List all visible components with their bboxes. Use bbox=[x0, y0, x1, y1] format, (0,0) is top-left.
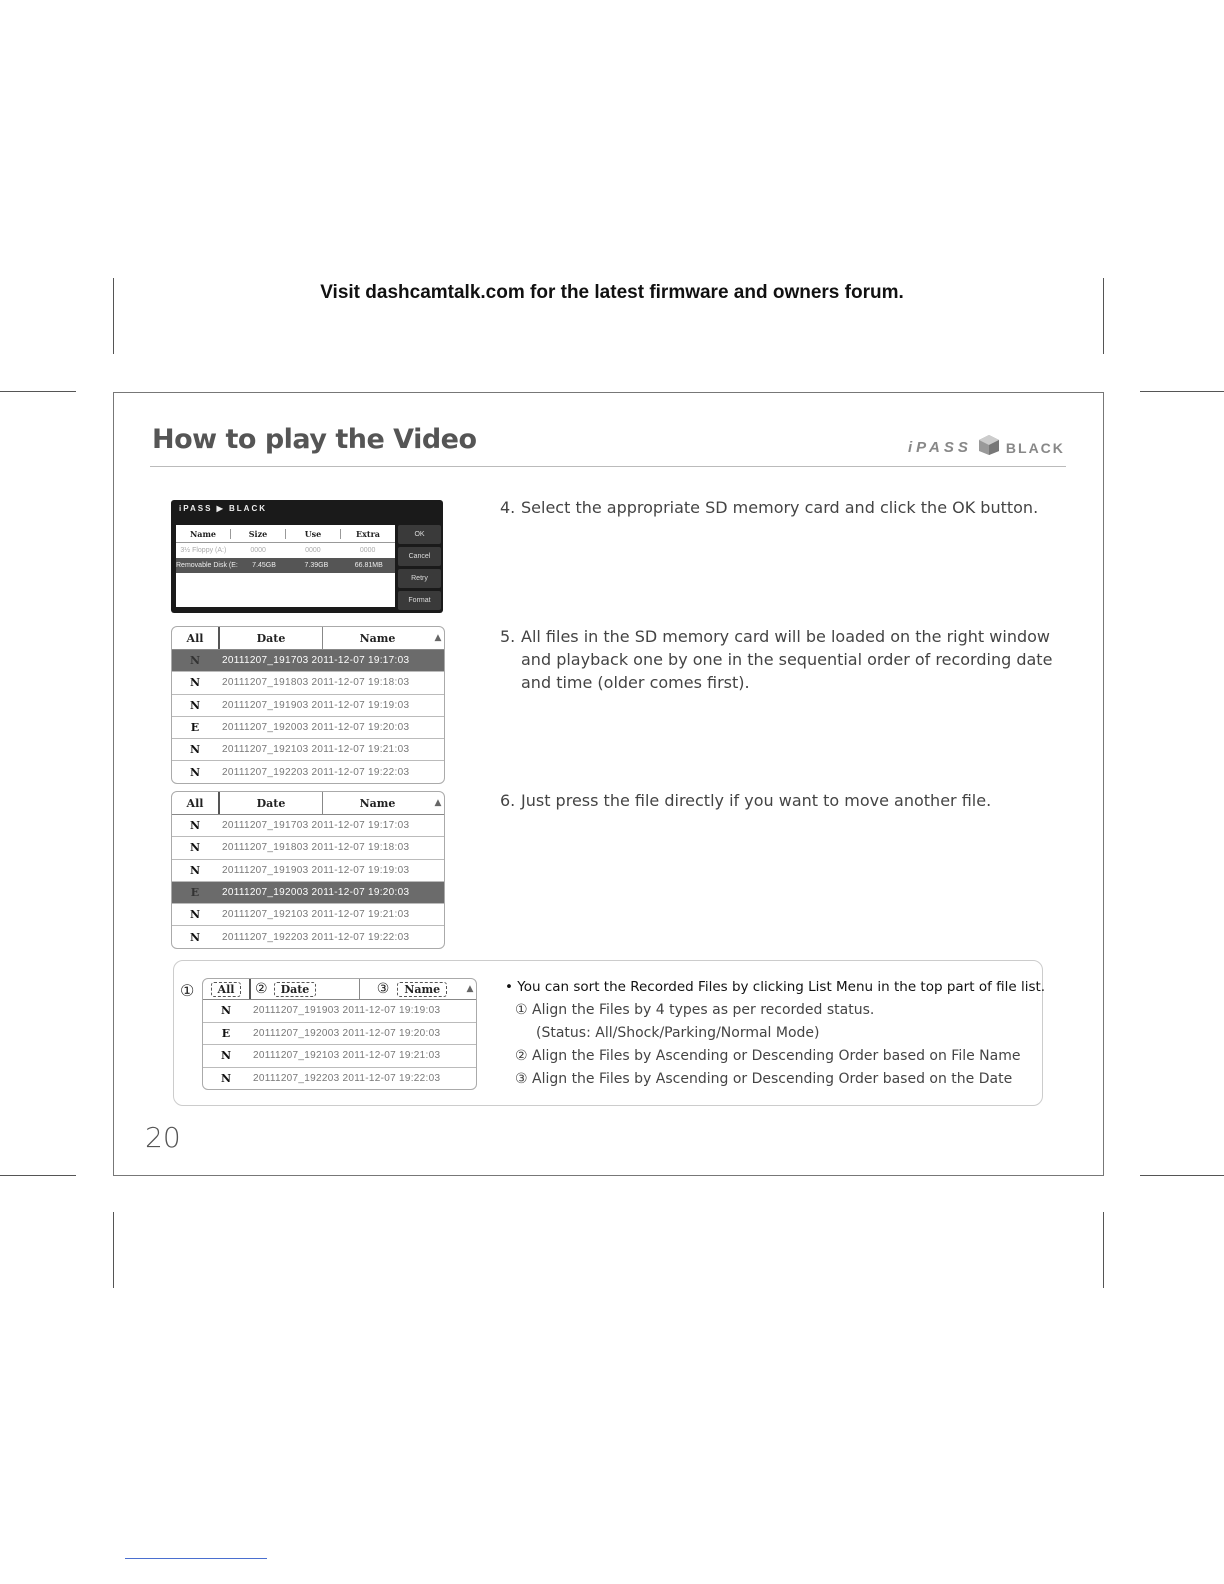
sort-name-tab[interactable]: Name bbox=[359, 631, 396, 645]
drive-size: 0000 bbox=[250, 547, 266, 554]
file-type: N bbox=[189, 765, 201, 779]
drive-size: 7.45GB bbox=[252, 562, 276, 569]
crop-mark bbox=[1103, 1212, 1104, 1288]
retry-button[interactable]: Retry bbox=[398, 569, 441, 588]
col-size[interactable]: Size bbox=[231, 529, 286, 539]
drive-row-selected[interactable] bbox=[176, 558, 395, 573]
file-list-sorting-example bbox=[202, 978, 477, 1090]
sort-tip-item: ② Align the Files by Ascending or Descending Order based on File Name bbox=[515, 1048, 1021, 1064]
file-list bbox=[171, 791, 445, 949]
brand-logo bbox=[908, 434, 1065, 461]
file-name: 20111207_192003 2011-12-07 19:20:03 bbox=[253, 1027, 441, 1039]
file-row[interactable] bbox=[172, 650, 444, 672]
file-name: 20111207_192003 2011-12-07 19:20:03 bbox=[222, 887, 410, 899]
sort-tip-item: ① Align the Files by 4 types as per recorded status. bbox=[515, 1002, 875, 1018]
ok-button[interactable]: OK bbox=[398, 525, 441, 544]
file-name: 20111207_191903 2011-12-07 19:19:03 bbox=[253, 1005, 441, 1017]
file-row[interactable] bbox=[203, 1023, 476, 1046]
file-row[interactable] bbox=[172, 695, 444, 717]
sort-tip-text bbox=[505, 976, 1045, 1091]
file-type: N bbox=[220, 1071, 232, 1085]
file-name: 20111207_192103 2011-12-07 19:21:03 bbox=[253, 1050, 441, 1062]
marker-1: ① bbox=[180, 983, 195, 1000]
file-type: N bbox=[220, 1004, 232, 1018]
sort-all-tab[interactable]: All bbox=[172, 792, 220, 814]
drive-extra: 66.81MB bbox=[354, 562, 383, 569]
file-type: E bbox=[190, 886, 200, 900]
step-4 bbox=[500, 496, 1038, 519]
file-name: 20111207_191703 2011-12-07 19:17:03 bbox=[222, 820, 410, 832]
file-list-header bbox=[203, 979, 476, 1000]
brand-word: iPASS bbox=[908, 439, 972, 456]
file-list-header bbox=[172, 792, 444, 815]
file-row[interactable] bbox=[203, 1068, 476, 1090]
step-text: and playback one by one in the sequential order of recording date bbox=[521, 650, 1053, 669]
file-name: 20111207_192203 2011-12-07 19:22:03 bbox=[222, 766, 410, 778]
file-name: 20111207_192203 2011-12-07 19:22:03 bbox=[222, 931, 410, 943]
format-button[interactable]: Format bbox=[398, 591, 441, 610]
crop-mark bbox=[1140, 391, 1224, 392]
page-number: 20 bbox=[145, 1121, 181, 1154]
cube-icon bbox=[978, 434, 1000, 461]
file-name: 20111207_191803 2011-12-07 19:18:03 bbox=[222, 677, 410, 689]
step-5 bbox=[500, 625, 1052, 694]
file-row[interactable] bbox=[172, 672, 444, 694]
file-type: N bbox=[189, 654, 201, 668]
sort-date-tab[interactable] bbox=[251, 979, 360, 999]
file-type: N bbox=[189, 676, 201, 690]
sort-date-label: Date bbox=[274, 982, 317, 997]
file-row[interactable] bbox=[172, 860, 444, 882]
dialog-buttons bbox=[398, 525, 441, 613]
drive-use: 0000 bbox=[305, 547, 321, 554]
sort-name-tab[interactable]: Name bbox=[359, 796, 396, 810]
scroll-up-icon[interactable]: ▲ bbox=[434, 798, 442, 808]
drive-name: 3½ Floppy (A:) bbox=[180, 547, 227, 554]
file-row[interactable] bbox=[172, 926, 444, 947]
step-number: 4. bbox=[500, 498, 516, 517]
step-number: 5. bbox=[500, 627, 516, 646]
file-type: N bbox=[189, 698, 201, 712]
file-type: N bbox=[189, 841, 201, 855]
sort-tip-item: ③ Align the Files by Ascending or Descending Order based on the Date bbox=[515, 1071, 1013, 1087]
file-row[interactable] bbox=[172, 837, 444, 859]
step-6 bbox=[500, 789, 991, 812]
file-row[interactable] bbox=[203, 1045, 476, 1068]
brand-suffix: BLACK bbox=[1005, 439, 1065, 456]
sort-all-tab[interactable] bbox=[203, 979, 251, 999]
file-name: 20111207_191903 2011-12-07 19:19:03 bbox=[222, 864, 410, 876]
file-type: N bbox=[189, 863, 201, 877]
file-type: N bbox=[189, 819, 201, 833]
file-type: N bbox=[189, 743, 201, 757]
file-type: E bbox=[221, 1026, 231, 1040]
step-text: Just press the file directly if you want to move another file. bbox=[521, 791, 992, 810]
file-name: 20111207_192103 2011-12-07 19:21:03 bbox=[222, 909, 410, 921]
sort-tip-item: (Status: All/Shock/Parking/Normal Mode) bbox=[536, 1025, 820, 1041]
file-name: 20111207_192003 2011-12-07 19:20:03 bbox=[222, 722, 410, 734]
dialog-brand: iPASS ▶ BLACK bbox=[179, 504, 268, 513]
drive-use: 7.39GB bbox=[304, 562, 329, 569]
firmware-banner: Visit dashcamtalk.com for the latest firmware and owners forum. bbox=[320, 282, 904, 303]
file-row[interactable] bbox=[172, 904, 444, 926]
step-text: All files in the SD memory card will be loaded on the right window bbox=[521, 627, 1050, 646]
page-title: How to play the Video bbox=[152, 424, 477, 455]
marker-3: ③ bbox=[376, 981, 390, 997]
sort-tip-lead: • You can sort the Recorded Files by clicking List Menu in the top part of file list. bbox=[505, 979, 1046, 995]
crop-mark bbox=[0, 1175, 76, 1176]
step-text: and time (older comes first). bbox=[521, 673, 750, 692]
sort-date-tab[interactable]: Date bbox=[220, 627, 323, 649]
file-name: 20111207_192103 2011-12-07 19:21:03 bbox=[222, 744, 410, 756]
title-divider bbox=[150, 466, 1066, 467]
file-type: N bbox=[189, 930, 201, 944]
crop-mark bbox=[0, 391, 76, 392]
sd-card-dialog bbox=[171, 500, 443, 613]
drive-name: Removable Disk (E: bbox=[176, 562, 238, 569]
col-name[interactable]: Name bbox=[176, 529, 231, 539]
sort-all-tab[interactable]: All bbox=[172, 627, 220, 649]
drive-table-header bbox=[176, 525, 395, 543]
marker-2: ② bbox=[255, 981, 268, 997]
file-name: 20111207_192203 2011-12-07 19:22:03 bbox=[253, 1072, 441, 1084]
file-type: E bbox=[190, 721, 200, 735]
scroll-up-icon[interactable]: ▲ bbox=[466, 984, 474, 994]
col-use[interactable]: Use bbox=[286, 529, 341, 539]
file-row[interactable] bbox=[172, 761, 444, 782]
file-row[interactable] bbox=[172, 882, 444, 904]
step-number: 6. bbox=[500, 791, 516, 810]
drive-extra: 0000 bbox=[359, 547, 376, 554]
file-list bbox=[171, 626, 445, 784]
sort-name-tab[interactable] bbox=[360, 979, 464, 999]
step-text: Select the appropriate SD memory card and click the OK button. bbox=[521, 498, 1039, 517]
sort-date-tab[interactable]: Date bbox=[220, 792, 323, 814]
file-row[interactable] bbox=[203, 1000, 476, 1023]
file-name: 20111207_191903 2011-12-07 19:19:03 bbox=[222, 699, 410, 711]
file-list-header bbox=[172, 627, 444, 650]
cancel-button[interactable]: Cancel bbox=[398, 547, 441, 566]
sort-name-label: Name bbox=[397, 982, 447, 997]
crop-mark bbox=[113, 1212, 114, 1288]
scroll-up-icon[interactable]: ▲ bbox=[434, 633, 442, 643]
drive-table bbox=[176, 525, 395, 607]
file-row[interactable] bbox=[172, 717, 444, 739]
file-row[interactable] bbox=[172, 739, 444, 761]
file-name: 20111207_191703 2011-12-07 19:17:03 bbox=[222, 655, 410, 667]
col-extra[interactable]: Extra bbox=[356, 528, 380, 539]
file-name: 20111207_191803 2011-12-07 19:18:03 bbox=[222, 842, 410, 854]
crop-mark bbox=[1140, 1175, 1224, 1176]
sort-all-label: All bbox=[211, 982, 242, 997]
file-type: N bbox=[220, 1049, 232, 1063]
drive-row[interactable] bbox=[176, 543, 395, 558]
file-row[interactable] bbox=[172, 815, 444, 837]
footnote-rule bbox=[125, 1558, 267, 1559]
file-type: N bbox=[189, 908, 201, 922]
